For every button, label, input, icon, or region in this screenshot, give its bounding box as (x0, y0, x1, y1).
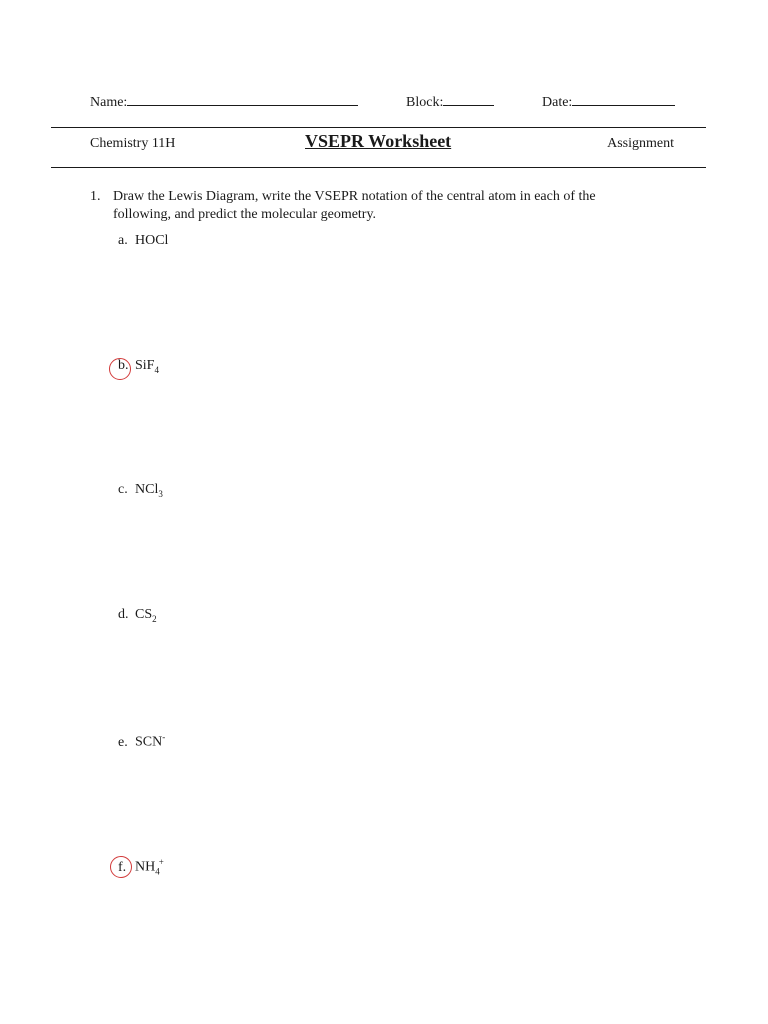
item-c (118, 482, 163, 499)
item-d (118, 607, 157, 624)
block-blank[interactable] (443, 92, 494, 106)
item-formula: NCl (135, 482, 159, 497)
header-fields (90, 92, 690, 112)
top-rule (51, 127, 706, 128)
item-subscript: 2 (152, 613, 157, 624)
question-number: 1. (90, 189, 101, 204)
item-subscript: 4 (154, 364, 159, 375)
block-label: Block: (406, 95, 444, 110)
name-label: Name: (90, 95, 128, 110)
item-formula: SCN (135, 734, 163, 750)
item-formula: NH (135, 859, 156, 875)
item-subscript: 4 (155, 866, 160, 877)
item-formula: SiF (135, 358, 155, 373)
item-f (118, 857, 164, 876)
item-formula: HOCl (135, 233, 169, 248)
item-superscript: + (158, 857, 164, 867)
name-field[interactable] (90, 92, 358, 111)
page-title: VSEPR Worksheet (305, 131, 452, 151)
item-subscript: 3 (158, 488, 163, 499)
date-blank[interactable] (572, 92, 675, 106)
item-label: a. (118, 233, 128, 248)
item-label: e. (118, 734, 128, 750)
item-label: f. (118, 859, 127, 875)
name-blank[interactable] (127, 92, 358, 106)
item-label: c. (118, 482, 128, 497)
item-label: d. (118, 607, 129, 622)
document-type: Assignment (607, 136, 674, 151)
title-row (51, 131, 706, 163)
item-b (118, 358, 159, 375)
date-field[interactable] (542, 92, 675, 111)
question-text: Draw the Lewis Diagram, write the VSEPR notation of the central atom in each of the following, and predict the molecular geometry. (113, 189, 596, 222)
item-a (118, 233, 168, 249)
date-label: Date: (542, 95, 573, 110)
block-field[interactable] (406, 92, 494, 111)
item-label: b. (118, 358, 129, 373)
bottom-rule (51, 167, 706, 168)
course-name: Chemistry 11H (90, 136, 176, 151)
item-superscript: - (162, 732, 166, 742)
item-formula: CS (135, 607, 153, 622)
item-e (118, 732, 165, 751)
